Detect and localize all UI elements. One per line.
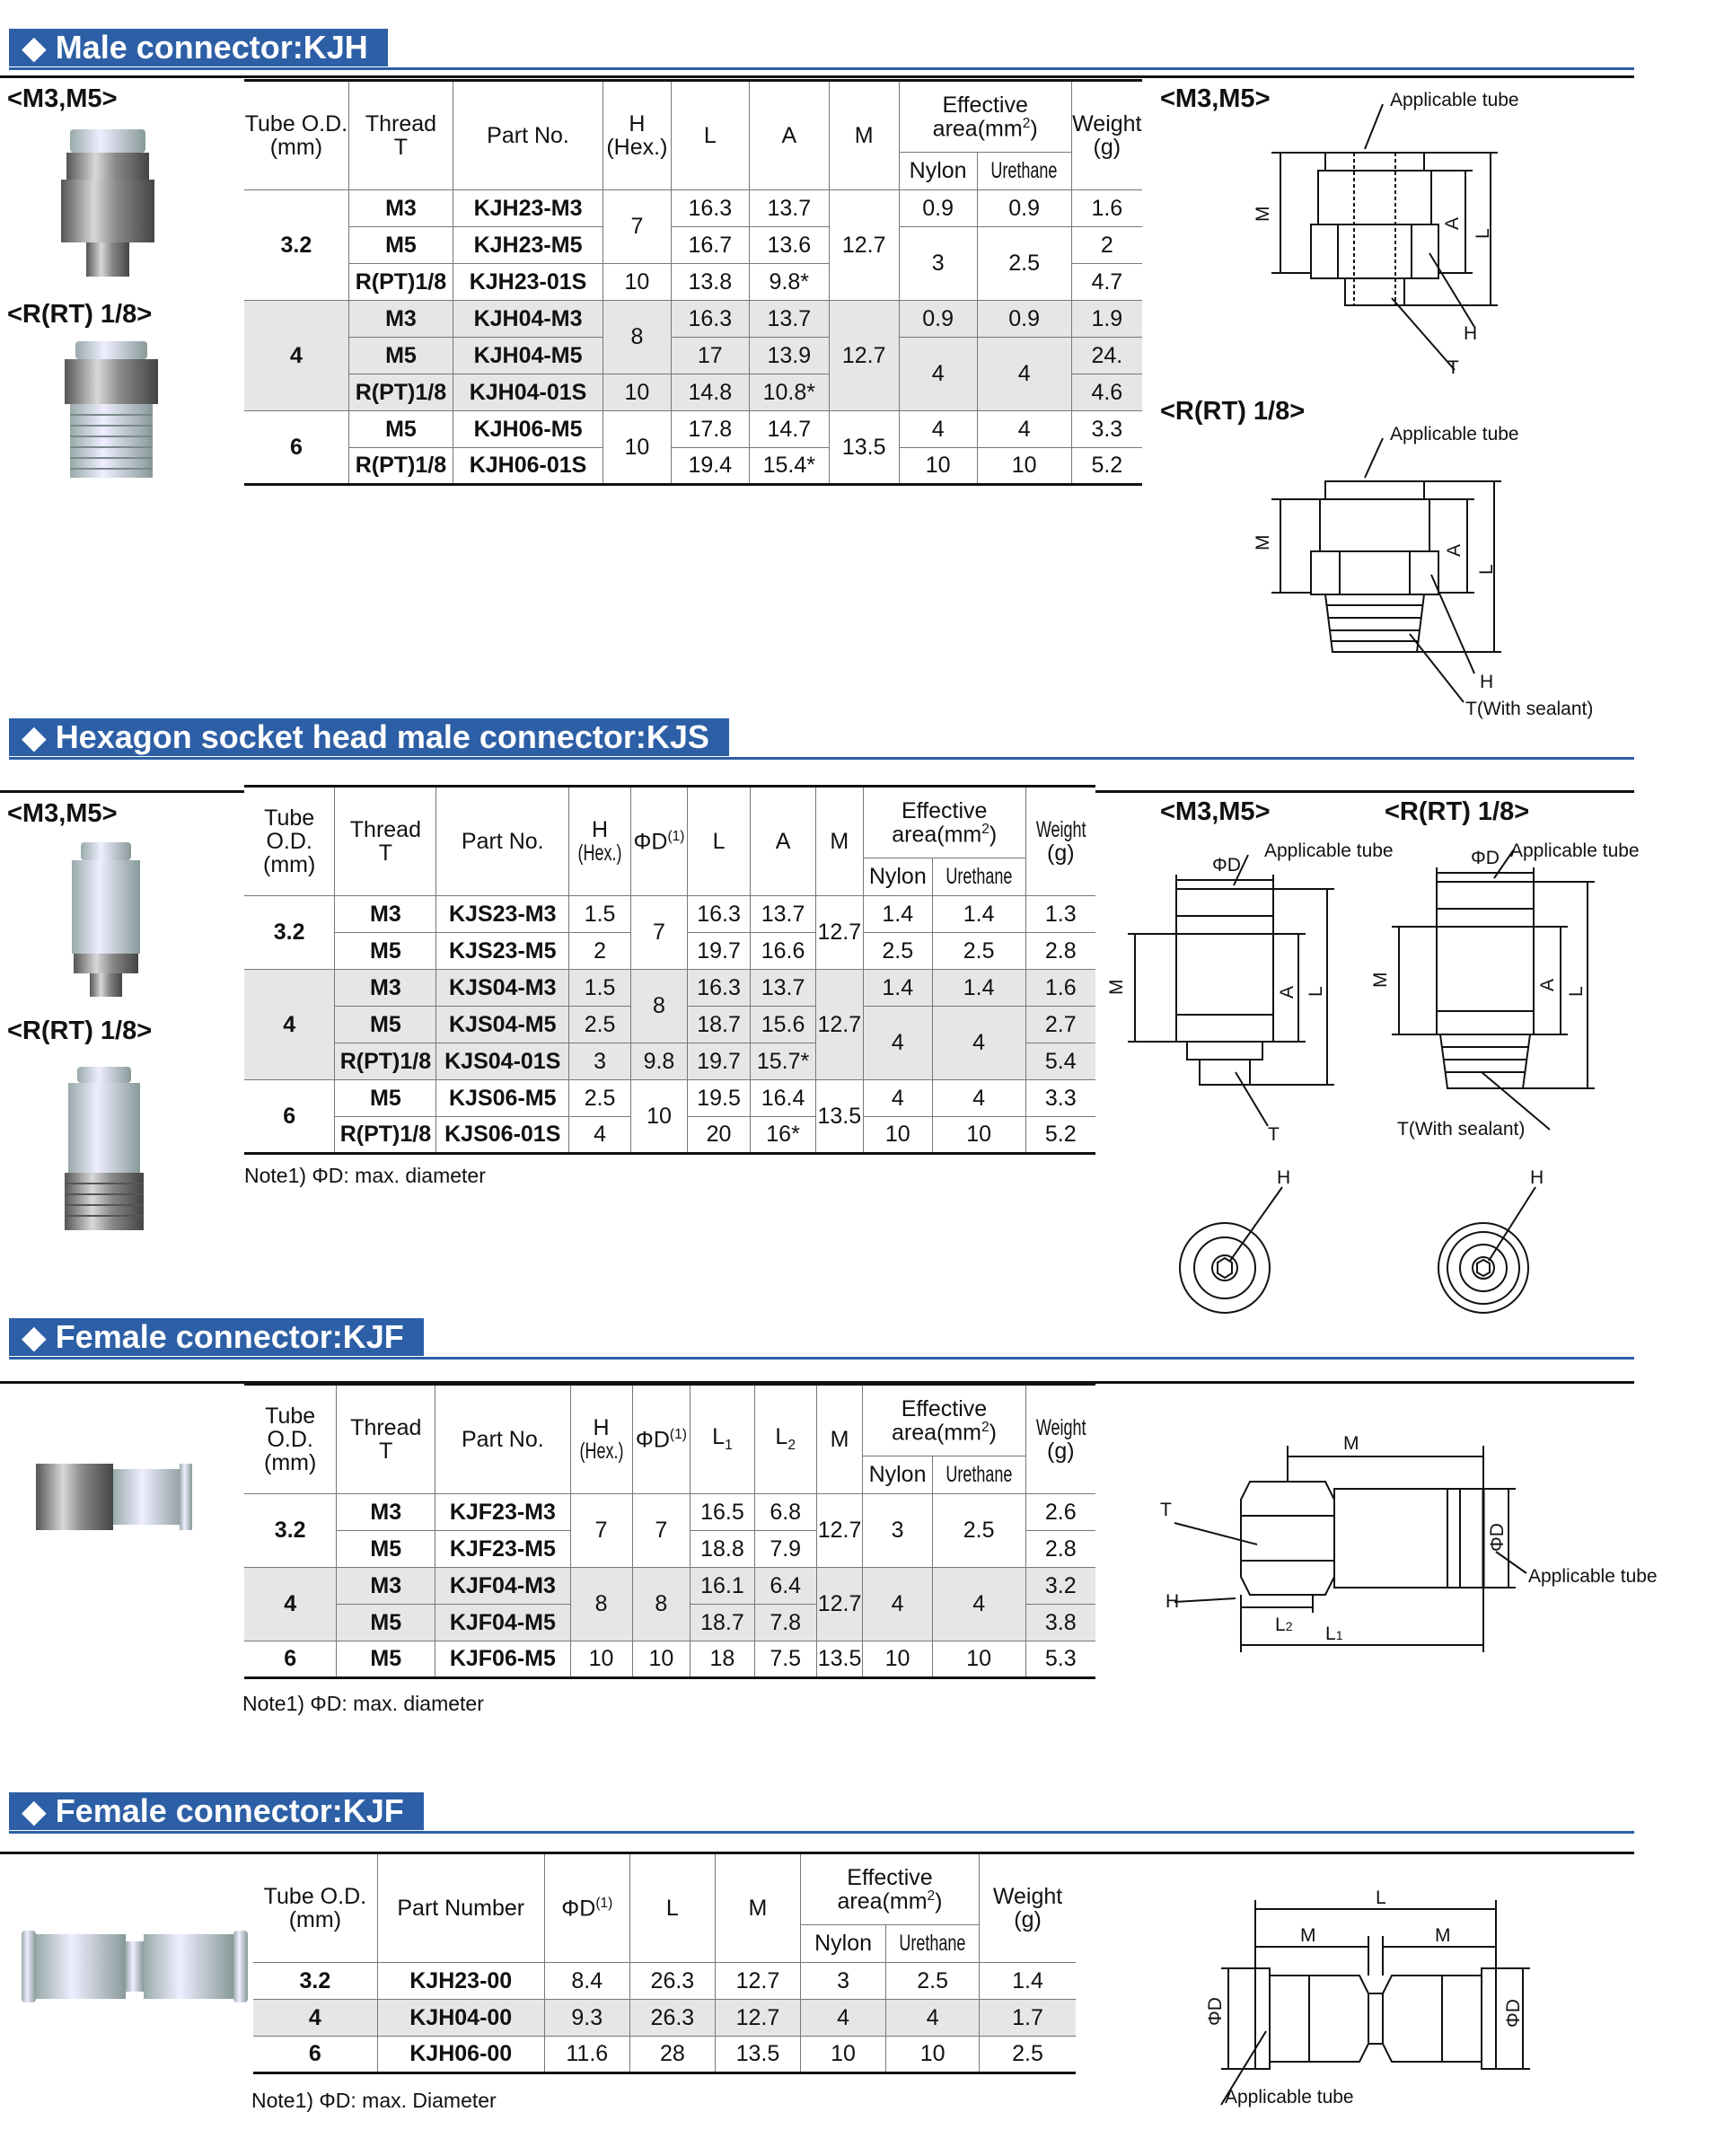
table-row: 3.2 M3 KJH23-M3 7 16.3 13.7 12.7 0.9 0.9 1.6 — [244, 190, 1142, 227]
dim-h: H — [1277, 1167, 1291, 1188]
header-part-no: Part No. — [435, 1385, 570, 1494]
section-title-kjs: ◆ Hexagon socket head male connector:KJS — [9, 718, 729, 756]
product-photo-kjh-rt — [57, 339, 165, 483]
header-part-no: Part No. — [453, 81, 603, 190]
drawing-label-rt: <R(RT) 1/8> — [1160, 397, 1306, 426]
variant-label-rt: <R(RT) 1/8> — [7, 1016, 153, 1045]
header-effective-area: Effective $area(mm^2)$ — [800, 1853, 979, 1925]
drawing-kjf — [1149, 1419, 1658, 1670]
dim-l: L — [1473, 228, 1493, 239]
dim-t: T — [1268, 1124, 1280, 1145]
variant-label-m3m5: <M3,M5> — [7, 84, 118, 113]
table-row: R(PT)1/8 KJH23-01S 10 13.8 9.8* 4.7 — [244, 264, 1142, 301]
header-effective-area: Effective $area(mm^2)$ — [899, 81, 1071, 153]
product-photo-kjh-m3m5 — [54, 126, 162, 287]
table-row: R(PT)1/8 KJH06-01S 19.4 15.4* 10 10 5.2 — [244, 448, 1142, 485]
dim-t-sealant: T(With sealant) — [1465, 699, 1594, 719]
dim-m: M — [1435, 1925, 1451, 1946]
header-nylon: Nylon — [863, 1456, 932, 1494]
dim-t-sealant: T(With sealant) — [1397, 1119, 1526, 1140]
drawing-kjh-m3m5 — [1239, 86, 1580, 392]
product-photo-kjs-m3m5 — [61, 840, 151, 1002]
header-l: L — [687, 787, 750, 896]
dim-m: M — [1106, 979, 1127, 995]
section-rule — [0, 75, 1634, 78]
section-underline — [9, 1831, 1634, 1834]
dim-t: T — [1447, 357, 1459, 378]
table-row: 4 M3 KJF04-M3 8 8 16.1 6.4 12.7 4 4 3.2 — [244, 1568, 1095, 1605]
dim-l: L — [1306, 986, 1326, 997]
header-nylon: Nylon — [800, 1925, 885, 1963]
table-note-union: Note1) ΦD: max. Diameter — [251, 2089, 497, 2112]
table-row: R(PT)1/8 KJS04-01S 3 9.8 19.7 15.7* 5.4 — [244, 1043, 1095, 1080]
dim-t: T — [1160, 1500, 1172, 1520]
table-row: 6 M5 KJF06-M5 10 10 18 7.5 13.5 10 10 5.3 — [244, 1641, 1095, 1678]
dim-phid: ΦD — [1503, 1999, 1524, 2028]
table-row: 3.2 KJH23-00 8.4 26.3 12.7 3 2.5 1.4 — [253, 1963, 1076, 2000]
header-urethane: Urethane — [932, 858, 1025, 896]
dim-applicable-tube: Applicable tube — [1528, 1566, 1658, 1587]
section-header-kjf — [0, 1318, 1634, 1360]
drawing-union — [1185, 1882, 1562, 2116]
section-header-kjf-union — [0, 1792, 1634, 1834]
variant-label-rt: <R(RT) 1/8> — [7, 300, 153, 329]
section-title-kjf-union: ◆ Female connector:KJF — [9, 1792, 424, 1830]
table-row: 3.2 M3 KJS23-M3 1.5 7 16.3 13.7 12.7 1.4 1.4 1.3 — [244, 896, 1095, 933]
header-nylon: Nylon — [899, 153, 977, 190]
header-l: L — [671, 81, 749, 190]
section-title-kjh: ◆ Male connector:KJH — [9, 29, 388, 66]
table-row: 6 M5 KJH06-M5 10 17.8 14.7 13.5 4 4 3.3 — [244, 411, 1142, 448]
header-tube-od: Tube O.D. (mm) — [244, 1385, 337, 1494]
table-row: R(PT)1/8 KJS06-01S 4 20 16* 10 10 5.2 — [244, 1117, 1095, 1154]
table-row: M5 KJF23-M5 18.8 7.9 2.8 — [244, 1531, 1095, 1568]
header-l2: $L_2$ — [754, 1385, 816, 1494]
spec-table-kjh — [244, 79, 1142, 486]
table-row: M5 KJH23-M5 16.7 13.6 3 2.5 2 — [244, 227, 1142, 264]
header-effective-area: Effective $area(mm^2)$ — [863, 787, 1025, 858]
header-a: A — [751, 787, 816, 896]
header-l1: $L_1$ — [690, 1385, 754, 1494]
dim-applicable-tube: Applicable tube — [1510, 840, 1640, 861]
dim-h: H — [1480, 672, 1494, 692]
table-row: M5 KJS04-M5 2.5 18.7 15.6 4 4 2.7 — [244, 1007, 1095, 1043]
header-part-number: Part Number — [377, 1853, 544, 1963]
header-a: A — [749, 81, 829, 190]
table-row: 6 M5 KJS06-M5 2.5 10 19.5 16.4 13.5 4 4 3.3 — [244, 1080, 1095, 1117]
drawing-kjs — [1106, 835, 1640, 1302]
header-phid: ΦD$^{(1)}$ — [632, 1385, 690, 1494]
dim-l: L — [1566, 986, 1587, 997]
dim-m: M — [1300, 1925, 1316, 1946]
header-tube-od: Tube O.D. (mm) — [244, 81, 348, 190]
table-row: M5 KJH04-M5 17 13.9 4 4 24. — [244, 338, 1142, 374]
header-urethane: Urethane — [886, 1925, 980, 1963]
header-m: M — [715, 1853, 800, 1963]
dim-h: H — [1530, 1167, 1544, 1188]
header-part-no: Part No. — [436, 787, 569, 896]
spec-table-kjf — [244, 1383, 1095, 1679]
table-row: M5 KJF04-M5 18.7 7.8 3.8 — [244, 1605, 1095, 1641]
dim-a: A — [1444, 543, 1465, 557]
table-row: M5 KJS23-M5 2 19.7 16.6 2.5 2.5 2.8 — [244, 933, 1095, 970]
header-phid: ΦD$^{(1)}$ — [631, 787, 688, 896]
section-header-kjh — [0, 29, 1634, 70]
table-row: 6 KJH06-00 11.6 28 13.5 10 10 2.5 — [253, 2037, 1076, 2073]
table-row: 4 M3 KJS04-M3 1.5 8 16.3 13.7 12.7 1.4 1.4 1.6 — [244, 970, 1095, 1007]
dim-l: L — [1376, 1888, 1386, 1908]
drawing-label-m3m5: <M3,M5> — [1160, 797, 1271, 826]
section-underline — [9, 757, 1634, 760]
table-note-kjf: Note1) ΦD: max. diameter — [242, 1692, 484, 1715]
header-m: M — [829, 81, 899, 190]
dim-l2: L2 — [1275, 1615, 1293, 1635]
header-weight: Weight (g) — [1071, 81, 1142, 190]
header-thread: Thread T — [335, 787, 436, 896]
dim-h: H — [1165, 1591, 1180, 1612]
dim-a: A — [1537, 978, 1558, 991]
header-urethane: Urethane — [977, 153, 1071, 190]
header-weight: Weight (g) — [980, 1853, 1076, 1963]
dim-applicable-tube: Applicable tube — [1390, 90, 1519, 110]
section-header-kjs — [0, 718, 1634, 760]
dim-m: M — [1253, 534, 1273, 550]
spec-table-union — [253, 1852, 1076, 2074]
variant-label-m3m5: <M3,M5> — [7, 799, 118, 828]
header-thread: Thread T — [337, 1385, 435, 1494]
header-h: H (Hex.) — [570, 1385, 632, 1494]
product-photo-kjs-rt — [56, 1065, 154, 1236]
dim-a: A — [1277, 985, 1297, 999]
table-row: 4 M3 KJH04-M3 8 16.3 13.7 12.7 0.9 0.9 1.9 — [244, 301, 1142, 338]
header-urethane: Urethane — [932, 1456, 1025, 1494]
section-underline — [9, 67, 1634, 70]
dim-m: M — [1253, 206, 1273, 222]
header-m: M — [816, 1385, 863, 1494]
product-photo-kjf — [32, 1458, 194, 1536]
header-thread: Thread T — [348, 81, 453, 190]
header-effective-area: Effective $area(mm^2)$ — [863, 1385, 1025, 1456]
header-tube-od: Tube O.D. (mm) — [244, 787, 335, 896]
dim-a: A — [1442, 216, 1463, 230]
dim-phid: ΦD — [1487, 1523, 1508, 1552]
spec-table-kjs — [244, 785, 1095, 1155]
header-l: L — [629, 1853, 715, 1963]
header-weight: Weight (g) — [1025, 1385, 1095, 1494]
dim-phid: ΦD — [1205, 1997, 1226, 2026]
dim-m: M — [1370, 972, 1391, 988]
dim-phid: ΦD — [1212, 855, 1241, 876]
dim-phid: ΦD — [1471, 848, 1500, 868]
dim-m: M — [1343, 1433, 1359, 1454]
drawing-label-m3m5: <M3,M5> — [1160, 84, 1271, 113]
section-title-kjf: ◆ Female connector:KJF — [9, 1318, 424, 1356]
section-underline — [9, 1357, 1634, 1360]
header-phid: ΦD$^{(1)}$ — [544, 1853, 629, 1963]
table-note-kjs: Note1) ΦD: max. diameter — [244, 1164, 486, 1187]
dim-l1: L1 — [1325, 1624, 1343, 1644]
drawing-kjh-rt — [1239, 413, 1616, 718]
dim-applicable-tube: Applicable tube — [1225, 2087, 1354, 2108]
header-h: H (Hex.) — [569, 787, 631, 896]
header-m: M — [815, 787, 863, 896]
header-tube-od: Tube O.D. (mm) — [253, 1853, 377, 1963]
header-nylon: Nylon — [863, 858, 932, 896]
header-weight: Weight (g) — [1025, 787, 1095, 896]
product-photo-union — [20, 1923, 253, 2010]
drawing-label-rt: <R(RT) 1/8> — [1385, 797, 1530, 826]
header-h: H (Hex.) — [603, 81, 671, 190]
table-row: 4 KJH04-00 9.3 26.3 12.7 4 4 1.7 — [253, 2000, 1076, 2037]
dim-applicable-tube: Applicable tube — [1390, 424, 1519, 444]
dim-h: H — [1464, 323, 1478, 344]
dim-applicable-tube: Applicable tube — [1264, 840, 1394, 861]
table-row: R(PT)1/8 KJH04-01S 10 14.8 10.8* 4.6 — [244, 374, 1142, 411]
table-row: 3.2 M3 KJF23-M3 7 7 16.5 6.8 12.7 3 2.5 2.6 — [244, 1494, 1095, 1531]
dim-l: L — [1476, 564, 1497, 575]
